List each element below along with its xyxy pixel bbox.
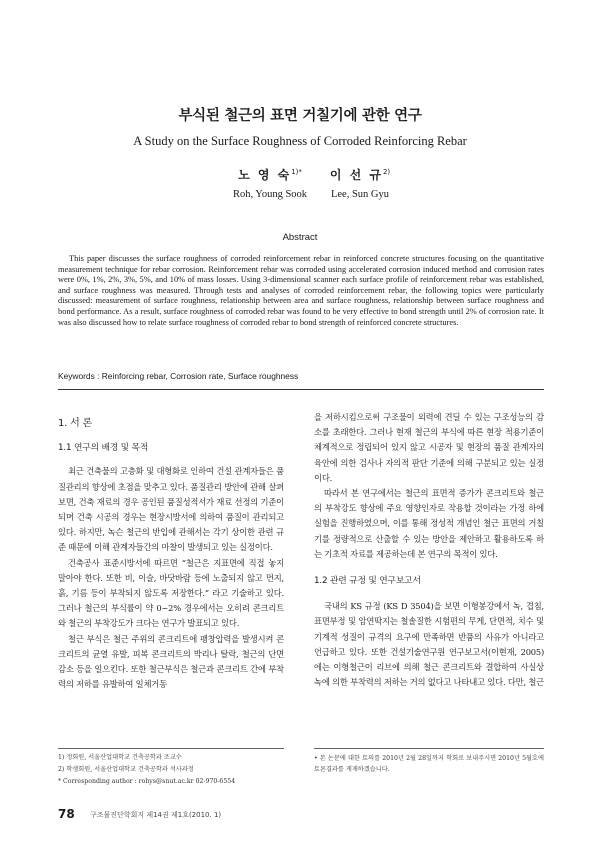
author-2-name-en: Lee, Sun Gyu: [330, 189, 390, 200]
paragraph-3: 철근 부식은 철근 주위의 콘크리트에 팽창압력을 발생시켜 콘크리트의 균열 유발, 피복 콘크리트의 박리나 탈락, 철근의 단면감소 등을 일으킨다. 또한 철근부식은 철근과 콘크리트 간에 부착력의 저하를 유발하여 일체거동: [58, 633, 284, 690]
left-column: [58, 410, 284, 692]
paragraph-1: 최근 건축물의 고층화 및 대형화로 인하여 건설 관계자들은 품질관리의 향상에 초점을 맞추고 있다. 품질관리 방안에 관해 살펴보면, 건축 재료의 경우 공인된 품질성적서가 재료 선정의 기준이 되며 건축 시공의 경우는 현장시방서에 의하여 품질이 관리되고 있다. 하지만, 녹슨 철근의 반입에 관해서는 각기 상이한 관련 규준 때문에 이해 관계자들간의 마찰이 발생되고 있는 실정이다.: [58, 466, 284, 553]
section-1-heading: 1. 서 론: [58, 418, 93, 429]
journal-citation: 구조물진단학회지 제14권 제1호(2010. 1): [90, 811, 222, 819]
author-1-affiliation-mark: 1)*: [291, 168, 302, 176]
right-column: [314, 410, 544, 690]
page-number: 78: [58, 807, 75, 821]
author-1-name-en: Roh, Young Sook: [232, 189, 308, 200]
paragraph-6: 국내의 KS 규정 (KS D 3504)을 보면 이형봉강에서 녹, 겹침, 표면부정 및 암연딱지는 철솔질한 시험편의 무게, 단면적, 치수 및 기계적 성질이 규격의 요구에 만족하면 반품의 사유가 아니라고 언급하고 있다. 또한 건설기술연구원 연구보고서(이현재, 2005)에는 이형철근이 리브에 의해 철근 콘크리트와 결합하여 사실상 녹에 의한 부착력의 저하는 거의 없다고 나타내고 있다. 다만, 철근: [314, 601, 544, 688]
footnotes-left: [58, 752, 288, 788]
paragraph-2: 건축공사 표준시방서에 따르면 “철근은 지표면에 직접 놓지 말아야 한다. 또한 비, 이슬, 바닷바람 등에 노출되지 않고 먼지, 흙, 기름 등이 부착되지 않도록 저장한다.” 라고 기술하고 있다. 그러나 철근의 부식률이 약 0~2% 경우에서는 오히려 콘크리트와 철근의 부착강도가 크다는 연구가 발표되고 있다.: [58, 557, 284, 629]
footnote-1: 1) 정회원, 서울산업대학교 건축공학과 조교수: [58, 754, 182, 761]
author-2-name-ko: 이 선 규: [329, 168, 383, 182]
paragraph-5: 따라서 본 연구에서는 철근의 표면적 증가가 콘크리트와 철근의 부착강도 향상에 주요 영향인자로 작용할 것이라는 가정 하에 실험을 진행하였으며, 이를 통해 정성적 개념인 철근 표면의 거칠기를 정량적으로 산출할 수 있는 방안을 제안하고 활용하도록 하는 기초적 자료를 제공하는데 본 연구의 목적이 있다.: [314, 488, 544, 559]
footnote-2: 2) 학생회원, 서울산업대학교 건축공학과 석사과정: [58, 766, 194, 773]
footnote-corresponding: * Corresponding author : rohys@snut.ac.kr 02-970-6554: [58, 778, 236, 785]
abstract-body: This paper discusses the surface roughness of corroded reinforcement rebar in reinforced concrete structures focusing on the quantitative measurement technique for rebar corrosion. Reinforcement rebar was corroded using accelerated corrosion induced method and corrosion rates were 0%, 1%, 2%, 3%, 5%, and 10% of mass losses. Using 3-dimensional scanner each surface profile of reinforcement rebar was established, and surface roughness was measured. Through tests and analyses of corroded reinforcement rebar, the following topics were particularly discussed: measurement of surface roughness, relationship between area and surface roughness, relationship between surface roughness and bond performance. As a result, surface roughness of corroded rebar was found to be very effective to bond strength until 2% of corrosion rate. It was also discussed how to relate surface roughness of corroded rebar to bond strength of reinforced concrete structures.: [58, 254, 544, 327]
paper-title-english: A Study on the Surface Roughness of Corroded Reinforcing Rebar: [133, 134, 467, 148]
footnote-divider-right: [314, 748, 544, 749]
keywords: Keywords : Reinforcing rebar, Corrosion rate, Surface roughness: [58, 371, 299, 381]
paragraph-4: 을 저하시킴으로써 구조물이 외력에 견딜 수 있는 구조성능의 감소를 초래한다. 그러나 현재 철근의 부식에 따른 현장 적용기준이 체계적으로 정립되어 있지 않고 시공자 및 현장의 품질 관계자의 육안에 의한 검사나 자의적 판단 기준에 의해 구분되고 있는 실정이다.: [314, 412, 544, 483]
keywords-divider: [58, 389, 544, 390]
footnote-discussion-notice: • 본 논문에 대한 토의를 2010년 2월 28일까지 학회로 보내주시면 2010년 5월호에 토론결과를 게재하겠습니다.: [314, 755, 544, 773]
author-2-affiliation-mark: 2): [382, 168, 391, 176]
paper-title-korean: 부식된 철근의 표면 거칠기에 관한 연구: [178, 108, 422, 124]
footnote-divider-left: [58, 748, 284, 749]
subsection-1-1-heading: 1.1 연구의 배경 및 목적: [58, 443, 149, 454]
abstract-heading: Abstract: [282, 232, 318, 243]
author-2: [290, 166, 430, 200]
author-1-name-ko: 노 영 숙: [238, 168, 292, 182]
subsection-1-2-heading: 1.2 관련 규정 및 연구보고서: [314, 576, 421, 587]
